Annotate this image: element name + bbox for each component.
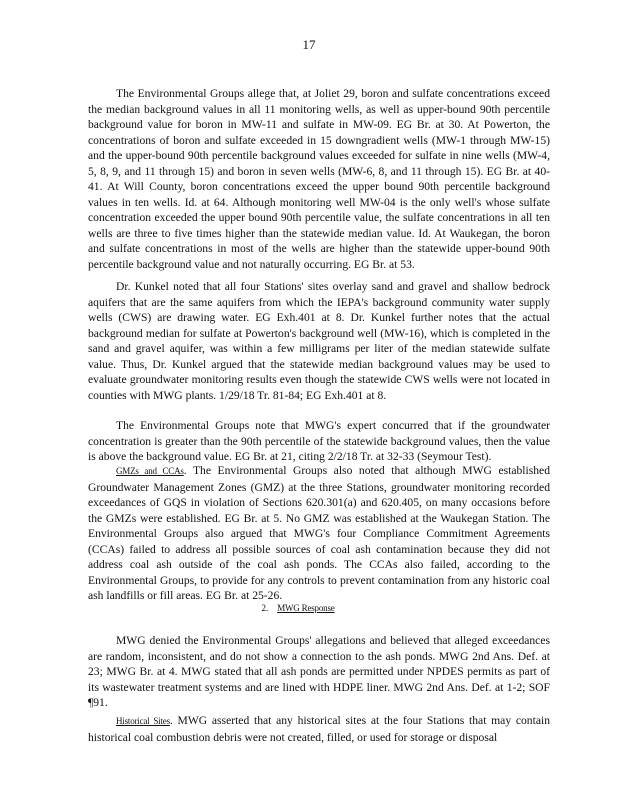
page-number: 17 [302,37,316,52]
paragraph-exceedances: The Environmental Groups allege that, at Joliet 29, boron and sulfate concentrations exceed the median background values in all 11 monitoring wells, as well as upper-bound 90th percentile background value for boron in MW-11 and sulfate in MW-09. EG Br. at 30. At Powerton, the concentrations of boron and sulfate exceeded in 15 downgradient wells (MW-1 through MW-15) and the upper-bound 90th percentile background values exceeded for sulfate in nine wells (MW-4, 5, 8, 9, and 11 through 15) and boron in seven wells (MW-6, 8, and 11 through 15). EG Br. at 40-41. At Will County, boron concentrations exceed the upper bound 90th percentile background values in ten wells. Id. at 64. Although monitoring well MW-04 is the only well's whose sulfate concentration exceeded the upper bound 90th percentile value, the sulfate concentrations in all ten wells are three to five times higher than the statewide median value. Id. At Waukegan, the boron and sulfate concentrations in most of the wells are higher than the statewide upper-bound 90th percentile background value and not naturally occurring. EG Br. at 53. [88,87,550,271]
paragraph-historical-sites [88,713,550,745]
paragraph-mwg-response: MWG denied the Environmental Groups' allegations and believed that alleged exceedances are random, inconsistent, and do not show a connection to the ash ponds. MWG 2nd Ans. Def. at 23; MWG Br. at 4. MWG stated that all ash ponds are permitted under NPDES permits as part of its wastewater treatment systems and are lined with HDPE liner. MWG 2nd Ans. Def. at 1-2; SOF ¶91. [88,634,550,709]
gmz-cca-text: . The Environmental Groups also noted that although MWG established Groundwater Management Zones (GMZ) at the three Stations, groundwater monitoring recorded exceedances of GQS in violation of Sections 620.301(a) and 620.405, on many occasions before the GMZs were established. EG Br. at 5. No GMZ was established at the Waukegan Station. The Environmental Groups also argued that MWG's four Compliance Commitment Agreements (CCAs) failed to address all possible sources of coal ash contamination because they did not address coal ash outside of the coal ash ponds. The CCAs also failed, according to the Environmental Groups, to provide for any controls to prevent contamination from any historic coal ash landfills or fill areas. EG Br. at 25-26. [88,464,550,602]
historical-sites-text: . MWG asserted that any historical sites at the four Stations that may contain historical coal combustion debris were not created, filled, or used for storage or disposal [88,714,550,744]
section-heading-label: MWG Response [277,603,335,613]
paragraph-expert-concurrence: The Environmental Groups note that MWG's expert concurred that if the groundwater concentration is greater than the 90th percentile of the statewide background values, then the value is above the background value. EG Br. at 21, citing 2/2/18 Tr. at 32-33 (Seymour Test). [88,419,550,463]
historical-sites-label: Historical Sites [116,716,170,726]
gmz-cca-label: GMZs and CCAs [116,466,184,476]
section-heading [0,603,618,613]
paragraph-kunkel: Dr. Kunkel noted that all four Stations' sites overlay sand and gravel and shallow bedrock aquifers that are the same aquifers from which the IEPA's background community water supply wells (CWS) are drawing water. EG Exh.401 at 8. Dr. Kunkel further notes that the actual background median for sulfate at Powerton's background well (MW-16), which is completed in the sand and gravel aquifer, was within a few milligrams per liter of the median statewide sulfate value. Thus, Dr. Kunkel argued that the statewide median background values may be used to evaluate groundwater monitoring results even though the statewide CWS wells were not located in counties with MWG plants. 1/29/18 Tr. 81-84; EG Exh.401 at 8. [88,280,550,402]
paragraph-gmz-cca [88,463,550,604]
section-heading-number: 2. [261,603,269,613]
